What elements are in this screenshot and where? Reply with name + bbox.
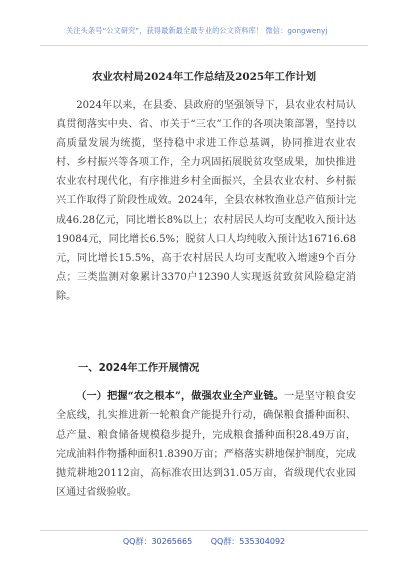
footer-qq-group-1: QQ群：30265665 — [122, 537, 193, 546]
intro-body — [56, 96, 356, 306]
subsection-heading: （一）把握“农之根本”，做强农业全产业链。 — [76, 391, 285, 402]
intro-paragraph: 2024年以来，在县委、县政府的坚强领导下，县农业农村局认真贯彻落实中央、省、市关于“三农”工作的各项决策部署，坚持以高质量发展为统揽，坚持稳中求进工作总基调，协同推进农业农村、乡村振兴等各项工作，全力巩固拓展脱贫攻坚成果，加快推进农业农村现代化，有序推进乡村全面振兴，全县农业农村、乡村振兴工作取得了阶段性成效。2024年，全县农林牧渔业总产值预计完成46.28亿元，同比增长8%以上；农村居民人均可支配收入预计达19084元，同比增长6.5%；脱贫人口人均纯收入预计达16716.68元，同比增长15.5%，高于农村居民人均可支配收入增速9个百分点；三类监测对象累计3370户12390人实现返贫致贫风险稳定消除。 — [56, 100, 356, 302]
footer-divider — [40, 530, 368, 531]
footer — [0, 536, 408, 547]
header-banner: 关注头条号“公文研究”，获得最新最全最专业的公文资料库！ 微信：gongwenyj — [66, 26, 328, 35]
subsection-body: 一是坚守粮食安全底线，扎实推进新一轮粮食产能提升行动，确保粮食播种面积、总产量、粮食储备规模稳步提升，完成粮食播种面积28.49万亩，完成油料作物播种面积1.8390万亩；严格落实耕地保护制度，完成抛荒耕地20112亩，高标准农田达到31.05万亩，省级现代农业园区通过省级验收。 — [56, 391, 356, 499]
footer-qq-group-2: QQ群：535304092 — [210, 537, 286, 546]
subsection-paragraph — [56, 387, 356, 503]
header-divider — [40, 45, 368, 46]
document-title: 农业农村局2024年工作总结及2025年工作计划 — [91, 71, 317, 83]
subsection-block — [56, 387, 356, 503]
section-heading: 一、2024年工作开展情况 — [78, 362, 200, 374]
